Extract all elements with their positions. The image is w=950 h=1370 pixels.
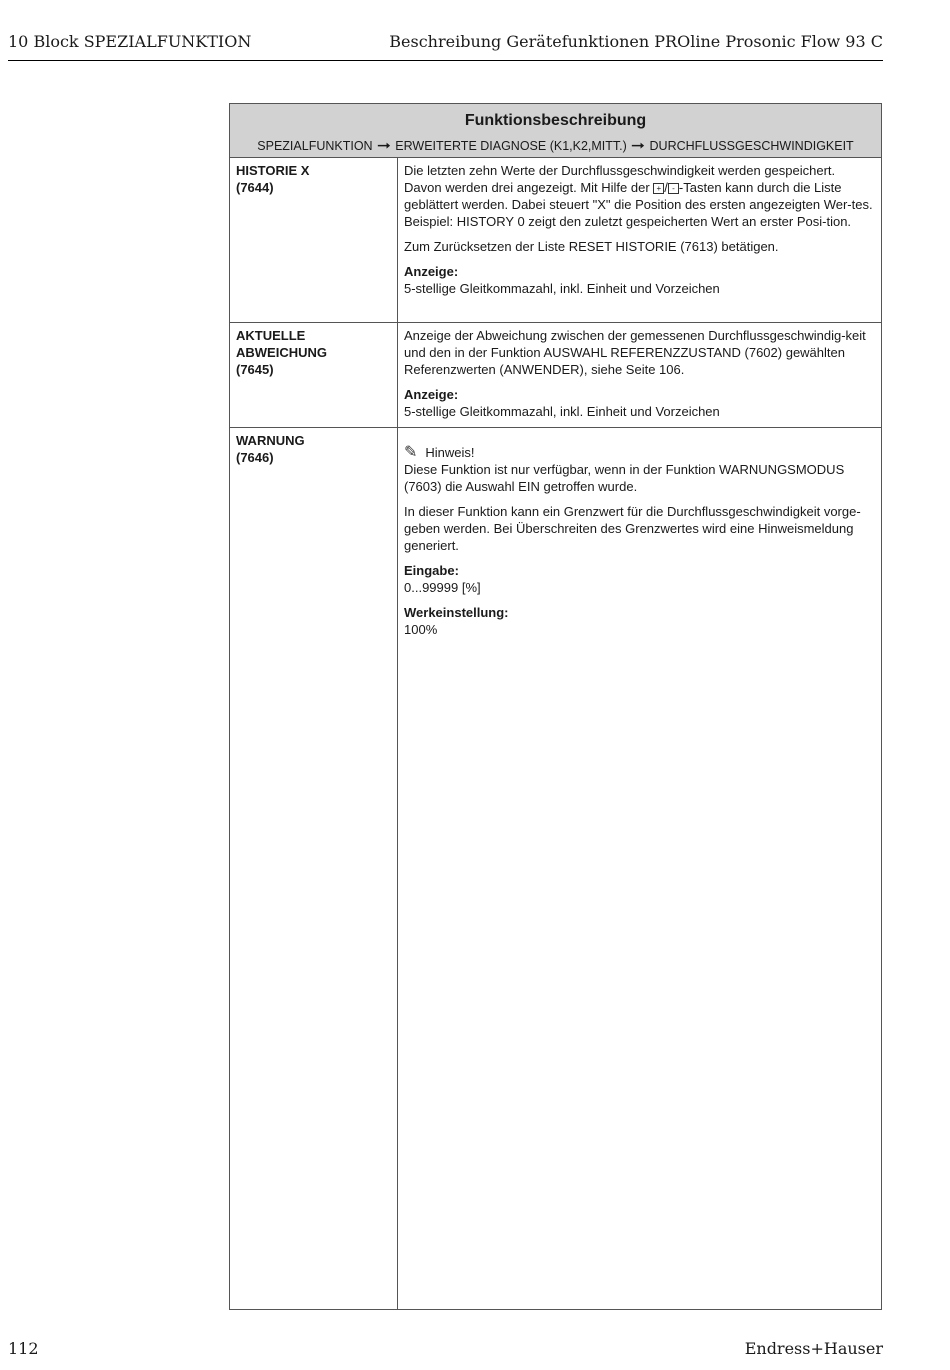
brand-logo-text: Endress+Hauser xyxy=(744,1339,883,1358)
table-row xyxy=(230,158,881,323)
table-row xyxy=(230,428,881,1309)
function-description-cell xyxy=(398,428,881,1309)
reset-hint: Zum Zurücksetzen der Liste RESET HISTORIE (7613) betätigen. xyxy=(404,239,779,254)
description-paragraph xyxy=(404,162,875,230)
function-code: (7646) xyxy=(236,450,274,465)
breadcrumb-item-spezialfunktion: SPEZIALFUNKTION xyxy=(257,139,373,153)
function-description-table xyxy=(229,103,882,1310)
note-text: Diese Funktion ist nur verfügbar, wenn in der Funktion WARNUNGSMODUS (7603) die Auswahl EIN getroffen wurde. xyxy=(404,462,845,494)
display-value: 5-stellige Gleitkommazahl, inkl. Einheit und Vorzeichen xyxy=(404,281,720,296)
plus-key-icon: + xyxy=(653,183,664,194)
function-name: HISTORIE X xyxy=(236,163,310,178)
default-value: 100% xyxy=(404,622,438,637)
function-name-cell xyxy=(230,428,398,1309)
description-text: -Tasten kann durch die Liste geblättert werden. Dabei steuert "X" die Position des ersten angezeigten Wer-tes. Beispiel: HISTORY 0 zeigt den zuletzt gespeicherten Wert an erster Posi-tion. xyxy=(404,180,873,229)
breadcrumb-item-durchflussgeschwindigkeit: DURCHFLUSSGESCHWINDIGKEIT xyxy=(649,139,854,153)
note-label: Hinweis! xyxy=(425,445,475,460)
chapter-title: 10 Block SPEZIALFUNKTION xyxy=(8,32,252,51)
key-separator: / xyxy=(664,180,668,195)
display-value: 5-stellige Gleitkommazahl, inkl. Einheit und Vorzeichen xyxy=(404,404,720,419)
document-title: Beschreibung Gerätefunktionen PROline Prosonic Flow 93 C xyxy=(389,32,883,51)
header-divider xyxy=(8,60,883,61)
function-description-cell xyxy=(398,323,881,427)
function-name-cell xyxy=(230,323,398,427)
arrow-right-icon: ➞ xyxy=(376,137,391,153)
function-code: (7645) xyxy=(236,362,274,377)
display-label: Anzeige: xyxy=(404,387,459,402)
note-header xyxy=(404,444,875,461)
function-description-cell xyxy=(398,158,881,322)
function-name: WARNUNG xyxy=(236,433,305,448)
arrow-right-icon: ➞ xyxy=(631,137,646,153)
table-title: Funktionsbeschreibung xyxy=(464,112,647,129)
description-paragraph: Anzeige der Abweichung zwischen der gemessenen Durchflussgeschwindig-keit und den in der Funktion AUSWAHL REFERENZZUSTAND (7602) gewählten Referenzwerten (ANWENDER), siehe Seite 106. xyxy=(404,328,866,377)
page-footer xyxy=(8,1339,883,1361)
function-name-cell xyxy=(230,158,398,322)
page-header xyxy=(8,30,883,54)
description-paragraph: In dieser Funktion kann ein Grenzwert für die Durchflussgeschwindigkeit vorge-geben werden. Bei Überschreiten des Grenzwertes wird eine Hinweismeldung generiert. xyxy=(404,504,861,553)
function-name-line1: AKTUELLE xyxy=(236,328,306,343)
pencil-note-icon: ✎ xyxy=(404,444,418,461)
breadcrumb-item-erweiterte-diagnose: ERWEITERTE DIAGNOSE (K1,K2,MITT.) xyxy=(395,139,627,153)
table-header xyxy=(230,104,881,158)
description-text: Die letzten zehn Werte der Durchflussgeschwindigkeit werden gespeichert. Davon werden drei angezeigt. Mit Hilfe der xyxy=(404,163,836,195)
table-row xyxy=(230,323,881,428)
function-name-line2: ABWEICHUNG xyxy=(236,345,327,360)
default-label: Werkeinstellung: xyxy=(404,605,509,620)
page-number: 112 xyxy=(8,1339,39,1358)
function-code: (7644) xyxy=(236,180,274,195)
minus-key-icon: - xyxy=(668,183,679,194)
display-label: Anzeige: xyxy=(404,264,459,279)
input-label: Eingabe: xyxy=(404,563,459,578)
input-value: 0...99999 [%] xyxy=(404,580,481,595)
breadcrumb xyxy=(230,131,881,155)
